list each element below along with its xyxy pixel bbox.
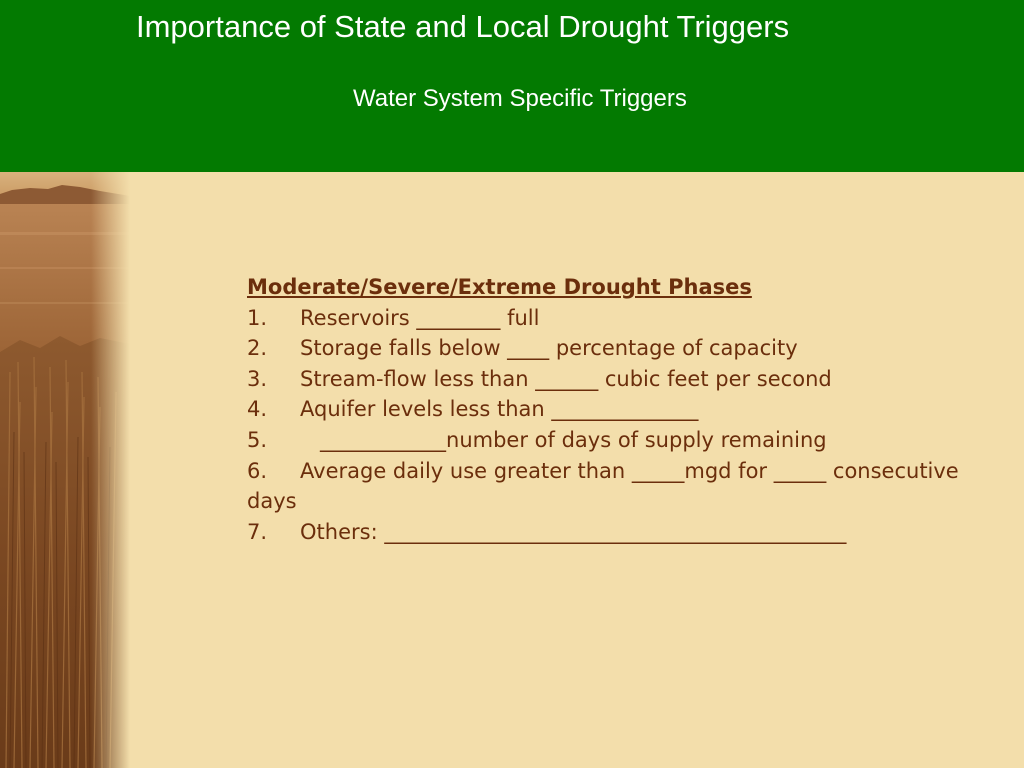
section-heading: Moderate/Severe/Extreme Drought Phases xyxy=(247,275,752,299)
item-text: Average daily use greater than _____mgd for _____ consecutive xyxy=(300,458,959,483)
item-text: days xyxy=(247,489,297,514)
list-item xyxy=(247,394,1024,425)
item-text: Storage falls below ____ percentage of capacity xyxy=(300,336,798,361)
item-number: 5. xyxy=(247,427,268,452)
item-text: Reservoirs ________ full xyxy=(300,305,540,330)
item-number: 6. xyxy=(247,458,268,483)
slide-title: Importance of State and Local Drought Triggers xyxy=(136,9,790,44)
list-item xyxy=(247,517,1024,548)
list-item xyxy=(247,364,1024,395)
list-item xyxy=(247,303,1024,334)
item-number: 3. xyxy=(247,366,268,391)
list-item-continuation xyxy=(247,486,1024,517)
slide-subtitle: Water System Specific Triggers xyxy=(353,85,687,112)
list-item xyxy=(247,425,1024,456)
item-number: 1. xyxy=(247,305,268,330)
marsh-grass-photo xyxy=(0,172,130,768)
item-number: 2. xyxy=(247,336,268,361)
item-text: Stream-flow less than ______ cubic feet per second xyxy=(300,366,832,391)
item-number: 4. xyxy=(247,397,268,422)
drought-phases-list xyxy=(247,272,1024,547)
list-item xyxy=(247,333,1024,364)
title-banner xyxy=(0,0,1024,172)
item-text: Others: ____________________________________________ xyxy=(300,519,847,544)
item-text: Aquifer levels less than ______________ xyxy=(300,397,699,422)
item-number: 7. xyxy=(247,519,268,544)
item-text: ____________number of days of supply remaining xyxy=(300,427,827,452)
list-item xyxy=(247,456,1024,487)
